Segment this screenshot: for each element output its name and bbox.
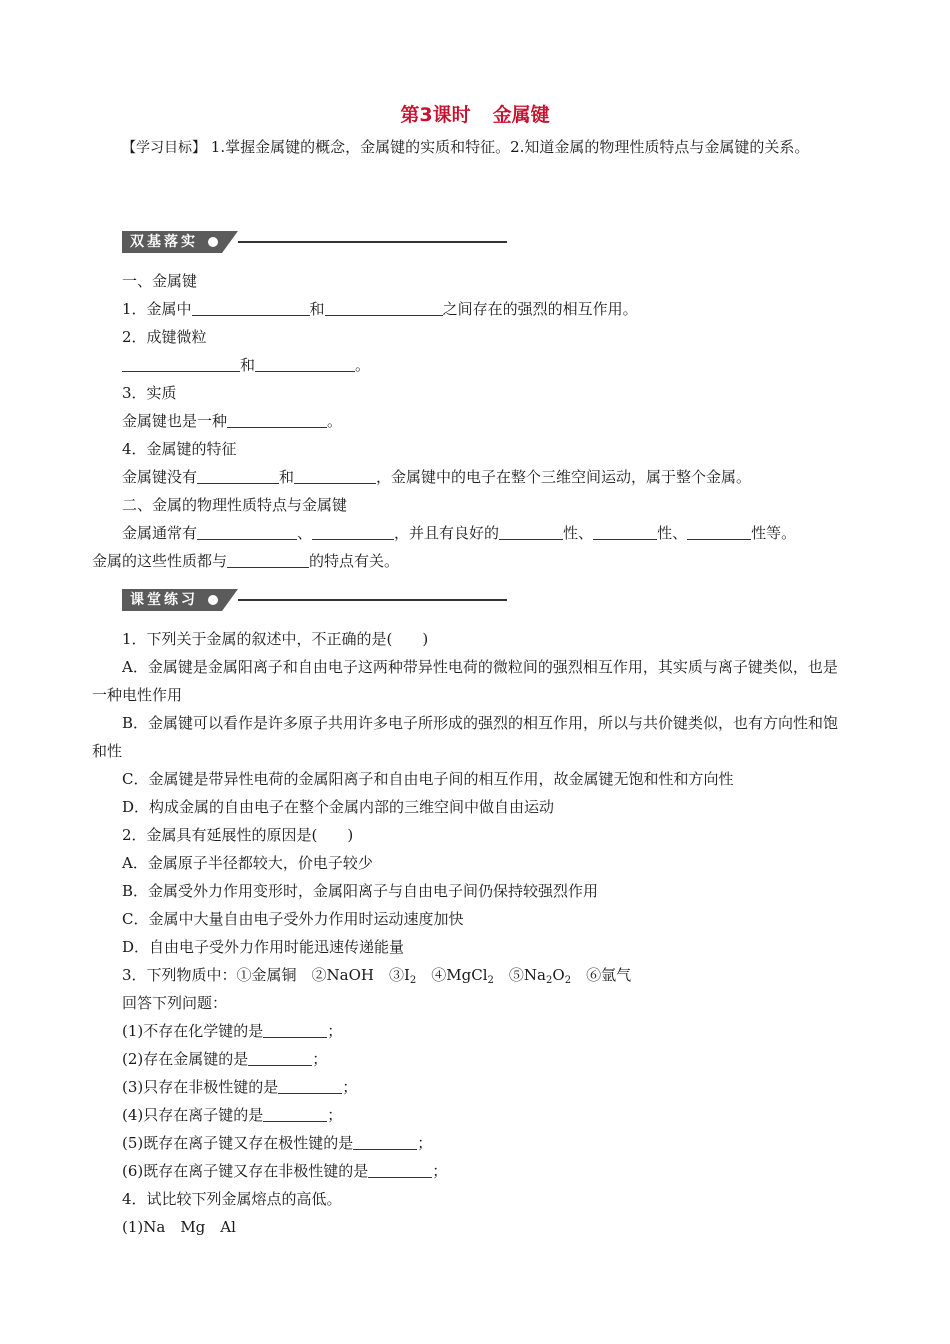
fill-blank[interactable] bbox=[325, 301, 443, 316]
section-label: 课堂练习 bbox=[122, 589, 222, 611]
question-line: 2．成键微粒 bbox=[122, 328, 207, 346]
option-2C: C．金属中大量自由电子受外力作用时运动速度加快 bbox=[122, 910, 464, 928]
learning-goal bbox=[122, 133, 837, 162]
question-3: 3．下列物质中：①金属铜 ②NaOH $③I_2$ ④MgCl$_2$ $⑤Na_2O_2$ ⑥氩气 bbox=[122, 966, 632, 986]
fill-blank[interactable] bbox=[122, 357, 240, 372]
fill-blank[interactable] bbox=[227, 553, 309, 568]
option-1D: D．构成金属的自由电子在整个金属内部的三维空间中做自由运动 bbox=[122, 798, 555, 816]
question-3-prompt: 回答下列问题： bbox=[122, 994, 228, 1012]
question-1: 1．下列关于金属的叙述中，不正确的是( ) bbox=[122, 630, 429, 648]
option-1B: B．金属键可以看作是许多原子共用许多电子所形成的强烈的相互作用，所以与共价键类似，也有方向性和饱和性 bbox=[92, 714, 839, 760]
option-1A: A．金属键是金属阳离子和自由电子这两种带异性电荷的微粒间的强烈相互作用，其实质与离子键类似，也是一种电性作用 bbox=[92, 658, 838, 704]
option-1C: C．金属键是带异性电荷的金属阳离子和自由电子间的相互作用，故金属键无饱和性和方向性 bbox=[122, 770, 734, 788]
section-divider bbox=[238, 241, 507, 243]
fill-blank[interactable] bbox=[278, 1079, 342, 1094]
subquestion: (2)存在金属键的是 ； bbox=[122, 1050, 328, 1068]
subquestion: (3)只存在非极性键的是 ； bbox=[122, 1078, 358, 1096]
question-line: 1．金属中 和 之间存在的强烈的相互作用。 bbox=[122, 300, 638, 318]
section-dot-icon bbox=[208, 595, 218, 605]
heading-physical-properties: 二、金属的物理性质特点与金属键 bbox=[122, 496, 348, 514]
subquestion: (4)只存在离子键的是 ； bbox=[122, 1106, 343, 1124]
subquestion: (1)不存在化学键的是 ； bbox=[122, 1022, 343, 1040]
answer-line: 和 。 bbox=[122, 354, 370, 375]
question-line: 3．实质 bbox=[122, 384, 177, 402]
page-title bbox=[0, 100, 950, 127]
answer-line: 金属键也是一种 。 bbox=[122, 412, 343, 430]
answer-line: 金属通常有 、 ，并且有良好的 性、 性、 性等。 bbox=[122, 524, 797, 542]
heading-metallic-bond: 一、金属键 bbox=[122, 272, 198, 290]
section-dot-icon bbox=[208, 237, 218, 247]
option-2D: D．自由电子受外力作用时能迅速传递能量 bbox=[122, 938, 405, 956]
subquestion: (6)既存在离子键又存在非极性键的是 ； bbox=[122, 1162, 448, 1180]
subquestion: (5)既存在离子键又存在极性键的是 ； bbox=[122, 1134, 433, 1152]
fill-blank[interactable] bbox=[197, 525, 297, 540]
option-2A: A．金属原子半径都较大，价电子较少 bbox=[122, 854, 373, 872]
question-2: 2．金属具有延展性的原因是( ) bbox=[122, 826, 354, 844]
section-header-basics bbox=[122, 231, 507, 253]
fill-blank[interactable] bbox=[312, 525, 394, 540]
fill-blank[interactable] bbox=[255, 357, 355, 372]
answer-line: 金属的这些性质都与 的特点有关。 bbox=[92, 552, 400, 570]
fill-blank[interactable] bbox=[294, 469, 376, 484]
question-line: 4．金属键的特征 bbox=[122, 440, 237, 458]
lesson-number: 第3课时 bbox=[400, 104, 471, 126]
fill-blank[interactable] bbox=[368, 1163, 432, 1178]
section-header-practice bbox=[122, 589, 507, 611]
fill-blank[interactable] bbox=[263, 1023, 327, 1038]
fill-blank[interactable] bbox=[353, 1135, 417, 1150]
learning-goal-text: 1.掌握金属键的概念，金属键的实质和特征。2.知道金属的物理性质特点与金属键的关系。 bbox=[210, 138, 810, 156]
fill-blank[interactable] bbox=[192, 301, 310, 316]
option-2B: B．金属受外力作用变形时，金属阳离子与自由电子间仍保持较强烈作用 bbox=[122, 882, 599, 900]
fill-blank[interactable] bbox=[499, 525, 563, 540]
fill-blank[interactable] bbox=[227, 413, 327, 428]
lesson-topic: 金属键 bbox=[492, 104, 550, 126]
question-4: 4．试比较下列金属熔点的高低。 bbox=[122, 1190, 342, 1208]
fill-blank[interactable] bbox=[687, 525, 751, 540]
fill-blank[interactable] bbox=[263, 1107, 327, 1122]
fill-blank[interactable] bbox=[593, 525, 657, 540]
answer-line: 金属键没有 和 ，金属键中的电子在整个三维空间运动，属于整个金属。 bbox=[122, 468, 752, 486]
fill-blank[interactable] bbox=[197, 469, 279, 484]
subquestion: (1)Na Mg Al bbox=[122, 1218, 236, 1236]
section-label: 双基落实 bbox=[122, 231, 222, 253]
section-divider bbox=[238, 599, 507, 601]
learning-goal-tag: 【学习目标】 bbox=[122, 140, 206, 156]
fill-blank[interactable] bbox=[248, 1051, 312, 1066]
